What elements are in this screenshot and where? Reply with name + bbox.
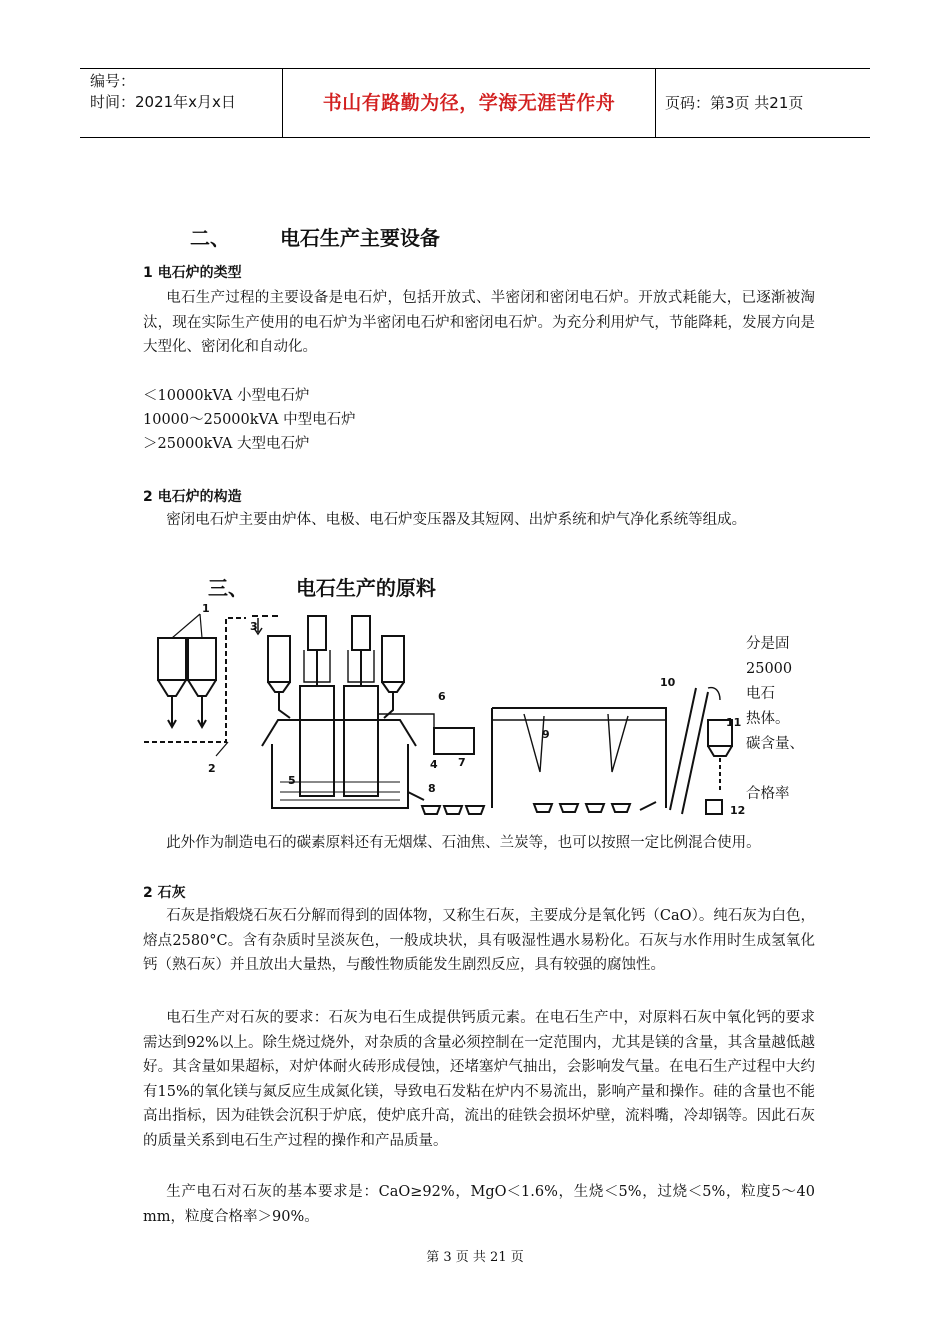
electrode (300, 686, 334, 796)
label-7: 7 (458, 756, 466, 769)
label-5: 5 (288, 774, 296, 787)
lime-paragraph-3: 生产电石对石灰的基本要求是：CaO≥92%，MgO＜1.6%，生烧＜5%，过烧＜5%，粒度5～40 mm，粒度合格率＞90%。 (143, 1184, 815, 1225)
section3-title: 电石生产的原料 (295, 576, 436, 600)
label-12: 12 (730, 804, 746, 817)
carbon-paragraph: 此外作为制造电石的碳素原料还有无烟煤、石油焦、兰炭等，也可以按照一定比例混合使用。 (166, 835, 761, 851)
header-divider (655, 69, 656, 137)
silo-hopper (158, 680, 186, 696)
section3-number: 三、 (208, 576, 248, 600)
bucket-elevator (670, 688, 708, 814)
capacity-small: ＜10000kVA 小型电石炉 (143, 388, 310, 404)
label-9: 9 (542, 728, 550, 741)
lime-paragraph-2: 电石生产对石灰的要求：石灰为电石生成提供钙质元素。在电石生产中，对原料石灰中氧化钙的要求需达到92%以上。除生烧过烧外，对杂质的含量必须控制在一定范围内，尤其是镁的含量，其含量越低越好。其含量如果超标，对炉体耐火砖形成侵蚀，还堵塞炉气抽出，会影响发气量。在电石生产过程中大约有15%的氧化镁与氮反应生成氮化镁，导致电石发粘在炉内不易流出，影响产量和操作。硅的含量也不能高出指标，因为硅铁会沉积于炉底，使炉底升高，流出的硅铁会损坏炉壁，流料嘴，冷却锅等。因此石灰的质量关系到电石生产过程的操作和产品质量。 (143, 1010, 815, 1149)
capacity-medium: 10000～25000kVA 中型电石炉 (143, 412, 356, 428)
label-1: 1 (202, 602, 210, 615)
section2-number: 二、 (190, 226, 230, 250)
electrode-holder (308, 616, 326, 650)
feed-bin (268, 636, 290, 682)
electrode-holder (352, 616, 370, 650)
diagram-labels (202, 602, 745, 817)
header-date: 时间：2021年x月x日 (90, 93, 236, 111)
label-10: 10 (660, 676, 676, 689)
label-6: 6 (438, 690, 446, 703)
header-code: 编号： (90, 72, 136, 90)
header-motto: 书山有路勤为径，学海无涯苦作舟 (322, 92, 616, 114)
header-page-info: 页码：第3页 共21页 (665, 94, 804, 112)
side-fragment: 合格率 (746, 786, 790, 802)
section2-title: 电石生产主要设备 (279, 226, 440, 250)
storage-bin (706, 800, 722, 814)
label-4: 4 (430, 758, 438, 771)
sub1-paragraph: 电石生产过程的主要设备是电石炉，包括开放式、半密闭和密闭电石炉。开放式耗能大，已逐渐被淘汰，现在实际生产使用的电石炉为半密闭电石炉和密闭电石炉。为充分利用炉气，节能降耗，发展方向是大型化、密闭化和自动化。 (143, 290, 815, 355)
side-fragment: 分是固 (746, 636, 790, 652)
side-fragment: 碳含量、 (746, 736, 804, 752)
electrode (344, 686, 378, 796)
page-footer: 第 3 页 共 21 页 (426, 1250, 524, 1265)
silo (158, 638, 186, 680)
lime-paragraph-1: 石灰是指煅烧石灰石分解而得到的固体物，又称生石灰，主要成分是氧化钙（CaO）。纯石灰为白色，熔点2580°C。含有杂质时呈淡灰色，一般成块状，具有吸湿性遇水易粉化。石灰与水作用时生成氢氧化钙（熟石灰）并且放出大量热，与酸性物质能发生剧烈反应，具有较强的腐蚀性。 (143, 908, 815, 973)
side-fragment: 25000 (746, 661, 793, 677)
label-11: 11 (726, 716, 742, 729)
silo-hopper (188, 680, 216, 696)
sub1-heading: 1 电石炉的类型 (143, 265, 242, 281)
capacity-large: ＞25000kVA 大型电石炉 (143, 436, 310, 452)
label-2: 2 (208, 762, 216, 775)
sub2-paragraph: 密闭电石炉主要由炉体、电极、电石炉变压器及其短网、出炉系统和炉气净化系统等组成。 (166, 512, 747, 528)
lime-heading: 2 石灰 (143, 885, 186, 901)
section2-heading (190, 222, 440, 251)
process-diagram (140, 596, 760, 822)
sub2-heading: 2 电石炉的构造 (143, 489, 242, 505)
header-meta (90, 71, 280, 113)
side-fragment: 热体。 (746, 711, 790, 727)
label-3: 3 (250, 620, 258, 633)
silo (188, 638, 216, 680)
furnace-hood (262, 720, 416, 746)
cooling-hall (492, 708, 666, 808)
cooling-pots (422, 806, 484, 814)
gas-cleaning-unit (434, 728, 474, 754)
side-fragment: 电石 (746, 686, 775, 702)
label-8: 8 (428, 782, 436, 795)
page-header (80, 68, 870, 138)
